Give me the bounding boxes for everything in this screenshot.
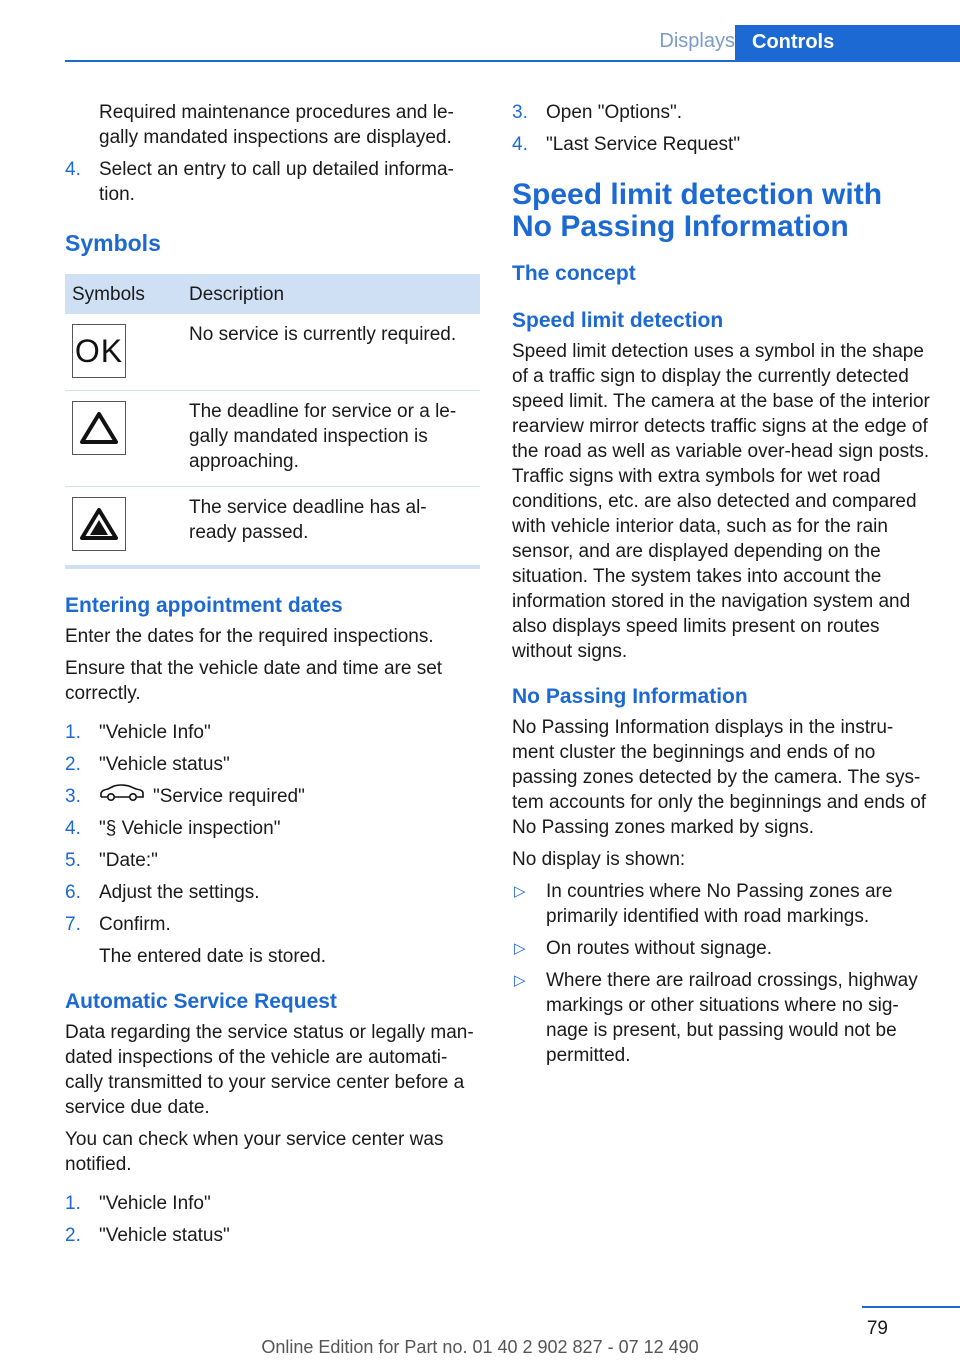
list-item — [65, 912, 480, 937]
page-number-rule — [862, 1306, 960, 1308]
no-passing-heading: No Passing Information — [512, 685, 748, 708]
table-cell-description: The deadline for service or a le-gally mandated inspection is approaching. — [189, 391, 480, 487]
list-item — [65, 1223, 480, 1248]
list-item — [512, 100, 930, 125]
table-header-description: Description — [189, 274, 480, 314]
header-rule — [65, 60, 960, 62]
list-item — [65, 1191, 480, 1216]
edition-footer: Online Edition for Part no. 01 40 2 902 827 - 07 12 490 — [261, 1337, 699, 1357]
appointment-text-1: Enter the dates for the required inspections. — [65, 626, 434, 647]
symbols-table — [65, 274, 480, 569]
step-number: 3. — [512, 102, 528, 123]
right-column — [512, 100, 930, 1075]
ok-icon — [72, 324, 126, 378]
step-number: 2. — [65, 1225, 81, 1247]
list-item — [512, 968, 930, 1068]
step-number: 3. — [65, 786, 81, 807]
bullet-text: On routes without signage. — [546, 938, 773, 959]
bullet-arrow-icon: ▷ — [514, 883, 526, 900]
table-row — [65, 391, 480, 487]
bullet-text: Where there are railroad crossings, highway markings or other situations where no sig-nage is present, but passing would not be permitted. — [546, 970, 918, 1066]
speed-limit-text: Speed limit detection uses a symbol in the shape of a traffic sign to display the currently detected speed limit. The camera at the base of the interior rearview mirror detects traffic signs at the edge of the road as well as variable over-head sign posts. Traffic signs with extra symbols for wet road conditions, etc. are also detected and compared with vehicle interior data, such as for the rain sensor, and are displayed depending on the situation. The system takes into account the information stored in the navigation system and also displays speed limits present on routes without signs. — [512, 341, 930, 662]
step-text: "§ Vehicle inspection" — [99, 818, 281, 840]
bullet-arrow-icon: ▷ — [514, 940, 526, 957]
list-item — [65, 720, 480, 745]
concept-heading: The concept — [512, 262, 636, 285]
list-item — [512, 132, 930, 157]
step-number: 4. — [65, 818, 81, 840]
main-heading: Speed limit detection with No Passing Information — [512, 178, 883, 243]
step-list-top — [65, 157, 480, 207]
no-passing-text: No Passing Information displays in the instru-ment cluster the beginnings and ends of no passing zones detected by the camera. The sys-tem accounts for only the beginnings and ends of No Passing zones marked by signs. — [512, 717, 927, 838]
left-column — [65, 100, 480, 1255]
table-cell-description: The service deadline has al-ready passed. — [189, 487, 480, 568]
warning-triangle-icon — [72, 401, 126, 455]
step-number: 6. — [65, 882, 81, 904]
step-list-continued — [512, 100, 930, 157]
step-text: Confirm. — [99, 914, 171, 936]
asr-heading: Automatic Service Request — [65, 990, 337, 1014]
page-number: 79 — [866, 1318, 888, 1339]
car-icon — [99, 784, 145, 809]
symbols-heading: Symbols — [65, 230, 161, 256]
asr-steps — [65, 1191, 480, 1248]
table-row — [65, 314, 480, 391]
step-number: 4. — [512, 134, 528, 155]
appointment-heading: Entering appointment dates — [65, 594, 343, 617]
step-number: 2. — [65, 754, 81, 775]
list-item — [512, 936, 930, 961]
step-text: "Vehicle Info" — [99, 1193, 211, 1215]
list-item — [65, 752, 480, 777]
step-text: "Date:" — [99, 850, 158, 872]
intro-text: Required maintenance procedures and le-gally mandated inspections are displayed. — [99, 102, 454, 148]
step-text: Select an entry to call up detailed informa-tion. — [99, 159, 454, 205]
table-row — [65, 487, 480, 568]
no-display-text: No display is shown: — [512, 849, 686, 870]
appointment-steps — [65, 720, 480, 937]
asr-text-2: You can check when your service center was notified. — [65, 1129, 444, 1176]
bullet-text: In countries where No Passing zones are primarily identified with road markings. — [546, 881, 893, 927]
step-text: "Last Service Request" — [546, 134, 741, 155]
list-item — [65, 880, 480, 905]
table-cell-description: No service is currently required. — [189, 314, 480, 391]
speed-limit-heading: Speed limit detection — [512, 309, 724, 332]
step-text: Open "Options". — [546, 102, 683, 123]
bullet-arrow-icon: ▷ — [514, 972, 526, 989]
list-item — [65, 157, 480, 207]
header-tab-controls[interactable] — [735, 25, 960, 61]
overdue-triangle-icon — [72, 497, 126, 551]
header-tab-displays[interactable]: Displays — [659, 30, 735, 52]
step-number: 5. — [65, 850, 81, 872]
step-number: 7. — [65, 914, 81, 936]
ok-symbol-text: OK — [74, 332, 124, 369]
step-number: 1. — [65, 1193, 81, 1215]
step-text: "Vehicle status" — [99, 754, 230, 775]
step-text: Adjust the settings. — [99, 882, 260, 904]
list-item — [65, 784, 480, 809]
header-tab-controls-label: Controls — [752, 31, 835, 53]
list-item — [65, 816, 480, 841]
no-display-bullets — [512, 879, 930, 1068]
appointment-result: The entered date is stored. — [99, 946, 327, 968]
step-text: "Vehicle status" — [99, 1225, 230, 1247]
list-item — [65, 848, 480, 873]
step-text: "Service required" — [153, 786, 305, 807]
appointment-text-2: Ensure that the vehicle date and time are set correctly. — [65, 658, 443, 704]
step-text: "Vehicle Info" — [99, 722, 211, 743]
asr-text-1: Data regarding the service status or legally man-dated inspections of the vehicle are automati-cally transmitted to your service center before a service due date. — [65, 1022, 474, 1119]
list-item — [512, 879, 930, 929]
table-header-symbols: Symbols — [65, 274, 189, 314]
step-number: 4. — [65, 159, 81, 180]
step-number: 1. — [65, 722, 81, 743]
